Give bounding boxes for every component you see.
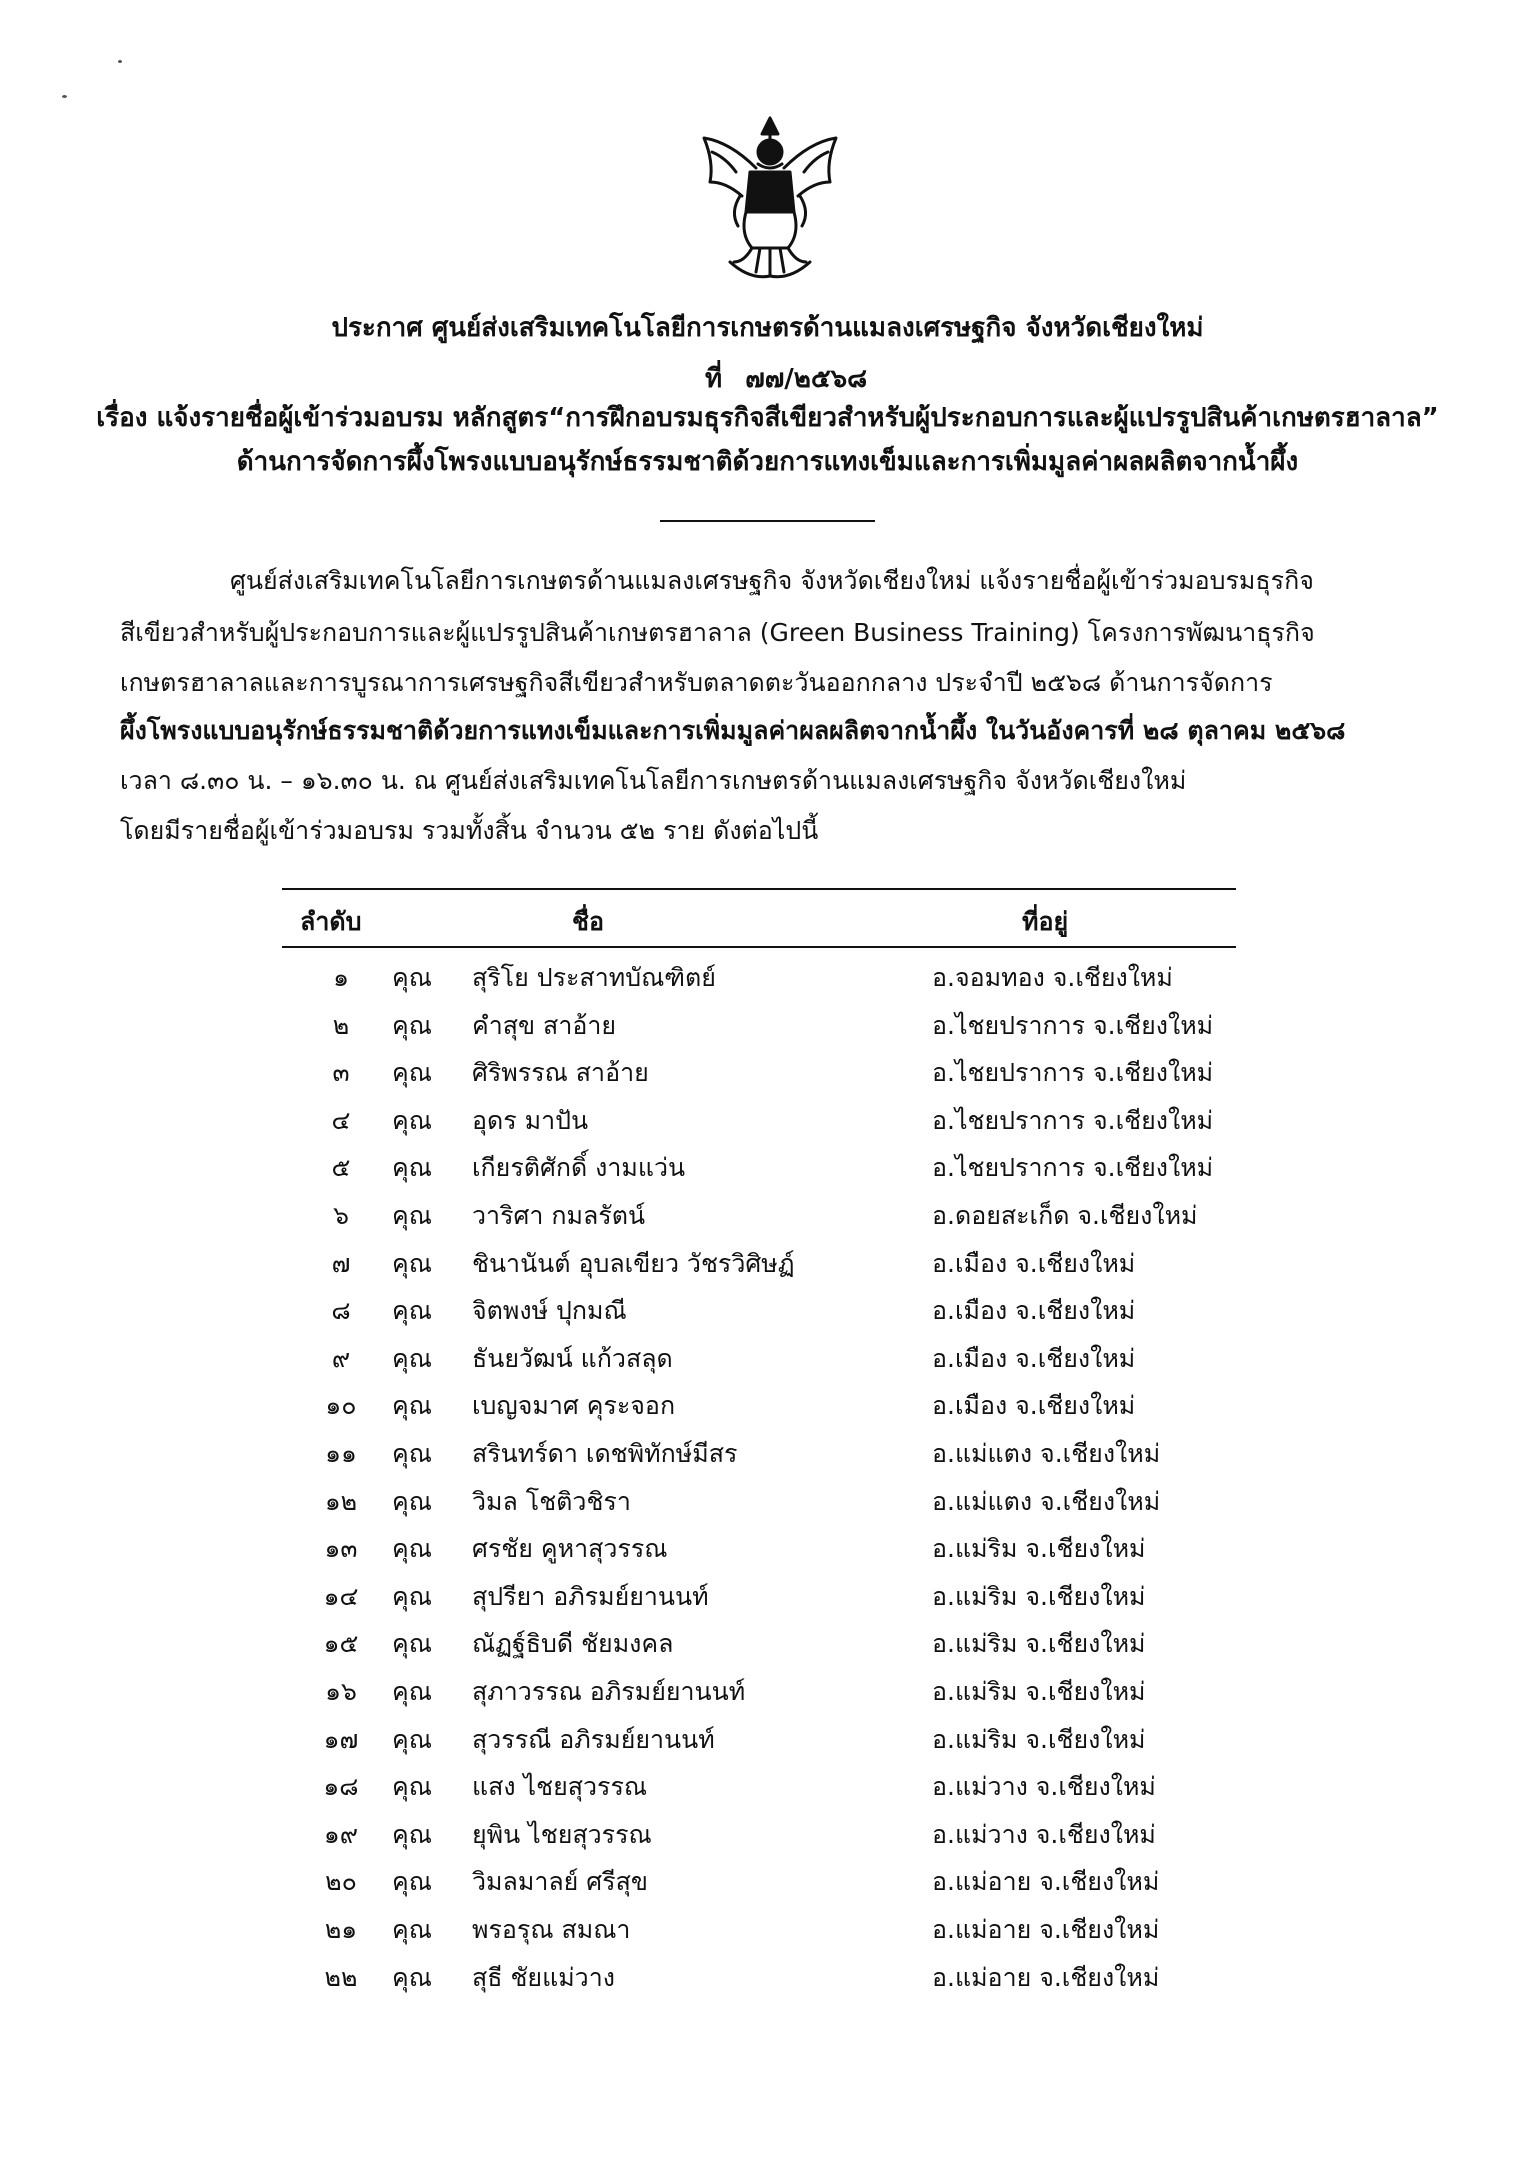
body-line-5: เวลา ๘.๓๐ น. – ๑๖.๓๐ น. ณ ศูนย์ส่งเสริมเทคโนโลยีการเกษตรด้านแมลงเศรษฐกิจ จังหวัดเชียงใหม่	[120, 766, 1187, 795]
header-no: ลำดับ	[300, 907, 362, 936]
row-number: ๑๑	[325, 1439, 357, 1468]
table-row	[282, 1952, 1236, 2000]
row-title: คุณ	[392, 1534, 432, 1564]
table-row	[282, 952, 1236, 1000]
row-number: ๑๙	[323, 1819, 359, 1849]
number-label: ที่	[705, 364, 723, 394]
table-row	[282, 1333, 1236, 1381]
document-number	[705, 358, 867, 399]
row-name: สุวรรณี อภิรมย์ยานนท์	[472, 1724, 715, 1754]
body-line-3: เกษตรฮาลาลและการบูรณาการเศรษฐกิจสีเขียวสำหรับตลาดตะวันออกกลาง ประจำปี ๒๕๖๘ ด้านการจัดการ	[120, 668, 1273, 697]
scan-speck	[118, 60, 122, 63]
row-address: อ.แม่ริม จ.เชียงใหม่	[932, 1677, 1146, 1706]
row-name: ศิริพรรณ สาอ้าย	[472, 1058, 649, 1088]
row-title: คุณ	[392, 1296, 432, 1326]
row-address: อ.ไชยปราการ จ.เชียงใหม่	[932, 1058, 1214, 1088]
row-title: คุณ	[392, 1343, 432, 1373]
row-number: ๑๗	[323, 1724, 359, 1754]
row-address: อ.แม่ริม จ.เชียงใหม่	[932, 1724, 1146, 1754]
row-number: ๓	[332, 1058, 350, 1088]
row-number: ๑๕	[323, 1629, 359, 1659]
table-row	[282, 1571, 1236, 1619]
table-header-rule	[282, 946, 1236, 948]
row-title: คุณ	[392, 1391, 432, 1421]
row-number: ๒๒	[324, 1962, 358, 1992]
row-name: เบญจมาศ คุระจอก	[472, 1391, 676, 1421]
row-title: คุณ	[392, 1677, 432, 1706]
row-title: คุณ	[392, 1772, 432, 1802]
row-name: ยุพิน ไชยสุวรรณ	[472, 1819, 652, 1849]
table-top-rule	[282, 888, 1236, 890]
table-row	[282, 1285, 1236, 1333]
row-name: พรอรุณ สมณา	[472, 1915, 631, 1944]
row-title: คุณ	[392, 1915, 432, 1944]
row-name: สุภาวรรณ อภิรมย์ยานนท์	[472, 1677, 746, 1706]
row-address: อ.แม่อาย จ.เชียงใหม่	[932, 1962, 1160, 1992]
row-address: อ.เมือง จ.เชียงใหม่	[932, 1343, 1136, 1373]
announcement-title: ประกาศ ศูนย์ส่งเสริมเทคโนโลยีการเกษตรด้านแมลงเศรษฐกิจ จังหวัดเชียงใหม่	[331, 313, 1204, 343]
row-name: คำสุข สาอ้าย	[472, 1010, 617, 1040]
body-line-4: ผึ้งโพรงแบบอนุรักษ์ธรรมชาติด้วยการแทงเข็มและการเพิ่มมูลค่าผลผลิตจากน้ำผึ้ง ในวันอังคารที่ ๒๘ ตุลาคม ๒๕๖๘	[120, 716, 1346, 745]
row-name: สุธี ชัยแม่วาง	[472, 1962, 615, 1992]
row-address: อ.จอมทอง จ.เชียงใหม่	[932, 963, 1173, 992]
row-address: อ.ดอยสะเก็ด จ.เชียงใหม่	[932, 1201, 1198, 1230]
row-number: ๑๒	[324, 1486, 358, 1516]
number-value: ๗๗/๒๕๖๘	[745, 364, 868, 394]
table-row	[282, 1476, 1236, 1524]
row-name: วิมล โชติวชิรา	[472, 1486, 631, 1516]
row-number: ๒๐	[325, 1867, 357, 1897]
header-divider	[660, 520, 875, 522]
row-address: อ.แม่ริม จ.เชียงใหม่	[932, 1581, 1146, 1611]
row-title: คุณ	[392, 1581, 432, 1611]
row-address: อ.เมือง จ.เชียงใหม่	[932, 1391, 1136, 1421]
row-title: คุณ	[392, 1962, 432, 1992]
row-number: ๘	[331, 1296, 351, 1326]
row-address: อ.เมือง จ.เชียงใหม่	[932, 1248, 1136, 1278]
table-row	[282, 1809, 1236, 1857]
header-address: ที่อยู่	[1022, 907, 1069, 936]
row-number: ๙	[331, 1343, 351, 1373]
subject-line-1: เรื่อง แจ้งรายชื่อผู้เข้าร่วมอบรม หลักสูตร“การฝึกอบรมธุรกิจสีเขียวสำหรับผู้ประกอบการและผู้แปรรูปสินค้าเกษตรฮาลาล”	[96, 403, 1439, 433]
row-name: ศรชัย คูหาสุวรรณ	[472, 1534, 668, 1564]
row-number: ๑๔	[323, 1581, 359, 1611]
row-address: อ.แม่ริม จ.เชียงใหม่	[932, 1629, 1146, 1659]
subject-line-2: ด้านการจัดการผึ้งโพรงแบบอนุรักษ์ธรรมชาติด้วยการแทงเข็มและการเพิ่มมูลค่าผลผลิตจากน้ำผึ้ง	[236, 447, 1299, 477]
table-row	[282, 1095, 1236, 1143]
row-number: ๑๓	[324, 1534, 358, 1564]
row-title: คุณ	[392, 1105, 432, 1135]
row-address: อ.ไชยปราการ จ.เชียงใหม่	[932, 1105, 1214, 1135]
table-row	[282, 1714, 1236, 1762]
row-title: คุณ	[392, 1867, 432, 1897]
row-title: คุณ	[392, 1819, 432, 1849]
row-name: เกียรติศักดิ์ งามแว่น	[472, 1153, 686, 1183]
row-name: สุปรียา อภิรมย์ยานนท์	[472, 1581, 709, 1611]
row-title: คุณ	[392, 1010, 432, 1040]
table-row	[282, 1142, 1236, 1190]
row-title: คุณ	[392, 1058, 432, 1088]
row-address: อ.ไชยปราการ จ.เชียงใหม่	[932, 1010, 1214, 1040]
table-row	[282, 1238, 1236, 1286]
row-number: ๑๖	[325, 1677, 357, 1706]
row-number: ๑๐	[325, 1391, 357, 1421]
row-address: อ.แม่แตง จ.เชียงใหม่	[932, 1439, 1161, 1468]
row-address: อ.ไชยปราการ จ.เชียงใหม่	[932, 1153, 1214, 1183]
row-name: ชินานันต์ อุบลเขียว วัชรวิศิษฏ์	[472, 1248, 795, 1278]
header-name: ชื่อ	[572, 907, 604, 936]
row-address: อ.แม่แตง จ.เชียงใหม่	[932, 1486, 1161, 1516]
table-row	[282, 1000, 1236, 1048]
row-address: อ.แม่วาง จ.เชียงใหม่	[932, 1819, 1156, 1849]
table-row	[282, 1523, 1236, 1571]
table-row	[282, 1380, 1236, 1428]
row-title: คุณ	[392, 1439, 432, 1468]
row-title: คุณ	[392, 1629, 432, 1659]
row-title: คุณ	[392, 1248, 432, 1278]
row-name: จิตพงษ์ ปุกมณี	[472, 1296, 627, 1326]
row-title: คุณ	[392, 1486, 432, 1516]
row-address: อ.แม่ริม จ.เชียงใหม่	[932, 1534, 1146, 1564]
table-row	[282, 1666, 1236, 1714]
row-number: ๒๑	[324, 1915, 358, 1944]
body-line-6: โดยมีรายชื่อผู้เข้าร่วมอบรม รวมทั้งสิ้น จำนวน ๕๒ ราย ดังต่อไปนี้	[120, 816, 819, 845]
row-number: ๔	[331, 1105, 351, 1135]
table-row	[282, 1904, 1236, 1952]
garuda-emblem-icon	[690, 112, 850, 282]
table-row	[282, 1047, 1236, 1095]
table-row	[282, 1428, 1236, 1476]
row-number: ๕	[331, 1153, 351, 1183]
scan-speck	[62, 95, 67, 98]
row-name: สรินทร์ดา เดชพิทักษ์มีสร	[472, 1439, 738, 1468]
row-number: ๖	[333, 1201, 349, 1230]
body-line-2: สีเขียวสำหรับผู้ประกอบการและผู้แปรรูปสินค้าเกษตรฮาลาล (Green Business Training) โครงการพัฒนาธุรกิจ	[120, 618, 1315, 647]
table-row	[282, 1190, 1236, 1238]
table-row	[282, 1618, 1236, 1666]
row-name: วิมลมาลย์ ศรีสุข	[472, 1867, 648, 1897]
row-number: ๗	[331, 1248, 351, 1278]
row-name: สุริโย ประสาทบัณฑิตย์	[472, 963, 716, 992]
row-address: อ.แม่อาย จ.เชียงใหม่	[932, 1867, 1160, 1897]
row-address: อ.แม่อาย จ.เชียงใหม่	[932, 1915, 1160, 1944]
row-name: แสง ไชยสุวรรณ	[472, 1772, 648, 1802]
row-name: วาริศา กมลรัตน์	[472, 1201, 646, 1230]
row-title: คุณ	[392, 1153, 432, 1183]
row-number: ๑๘	[323, 1772, 359, 1802]
row-number: ๒	[332, 1010, 350, 1040]
row-name: อุดร มาปัน	[472, 1105, 589, 1135]
row-address: อ.เมือง จ.เชียงใหม่	[932, 1296, 1136, 1326]
row-name: ณัฏฐ์ธิบดี ชัยมงคล	[472, 1629, 674, 1659]
body-line-1: ศูนย์ส่งเสริมเทคโนโลยีการเกษตรด้านแมลงเศรษฐกิจ จังหวัดเชียงใหม่ แจ้งรายชื่อผู้เข้าร่วมอบรมธุรกิจ	[230, 566, 1314, 595]
row-number: ๑	[333, 963, 349, 992]
row-address: อ.แม่วาง จ.เชียงใหม่	[932, 1772, 1156, 1802]
row-title: คุณ	[392, 963, 432, 992]
table-row	[282, 1761, 1236, 1809]
table-row	[282, 1856, 1236, 1904]
row-name: ธันยวัฒน์ แก้วสลุด	[472, 1343, 673, 1373]
row-title: คุณ	[392, 1724, 432, 1754]
row-title: คุณ	[392, 1201, 432, 1230]
